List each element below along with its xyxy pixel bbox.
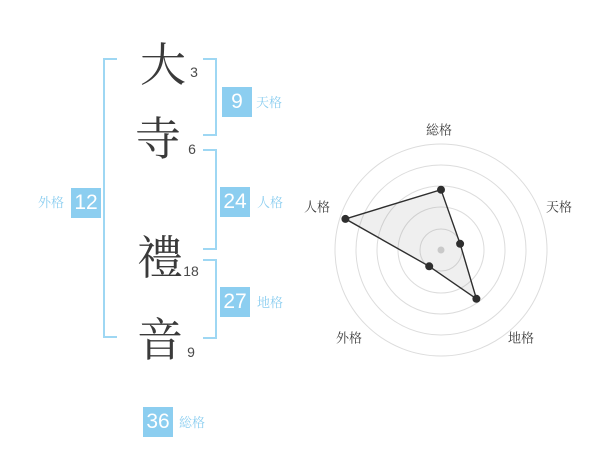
family-name-char-1-strokes: 3	[190, 64, 198, 80]
radar-data-point	[472, 295, 480, 303]
given-name-char-2-strokes: 9	[187, 344, 195, 360]
tenkaku-label: 天格	[256, 95, 283, 110]
gaikaku-label: 外格	[38, 195, 65, 210]
radar-axis-label: 総格	[425, 122, 453, 138]
gaikaku-value-badge: 12	[71, 188, 101, 218]
given-name-char-2: 音	[137, 314, 183, 366]
jinkaku-label: 人格	[257, 195, 284, 210]
family-name-char-2-strokes: 6	[188, 141, 196, 157]
radar-axis-label: 天格	[545, 199, 573, 215]
chikaku-label: 地格	[257, 295, 284, 310]
soukaku-value-badge: 36	[143, 407, 173, 437]
tenkaku-value-badge: 9	[222, 87, 252, 117]
family-name-char-1: 大	[140, 39, 186, 91]
radar-data-point	[341, 215, 349, 223]
radar-axis-label: 人格	[303, 199, 331, 215]
radar-data-point	[456, 240, 464, 248]
radar-axis-label: 外格	[335, 330, 363, 346]
soukaku-label: 総格	[179, 415, 206, 430]
chikaku-value-badge: 27	[220, 287, 250, 317]
family-name-char-2: 寺	[135, 113, 181, 165]
given-name-char-1-strokes: 18	[183, 263, 199, 279]
given-name-char-1: 禮	[137, 232, 183, 284]
radar-data-point	[425, 262, 433, 270]
radar-data-point	[437, 186, 445, 194]
jinkaku-value-badge: 24	[220, 187, 250, 217]
radar-center-dot	[438, 247, 445, 254]
radar-axis-label: 地格	[507, 330, 535, 346]
